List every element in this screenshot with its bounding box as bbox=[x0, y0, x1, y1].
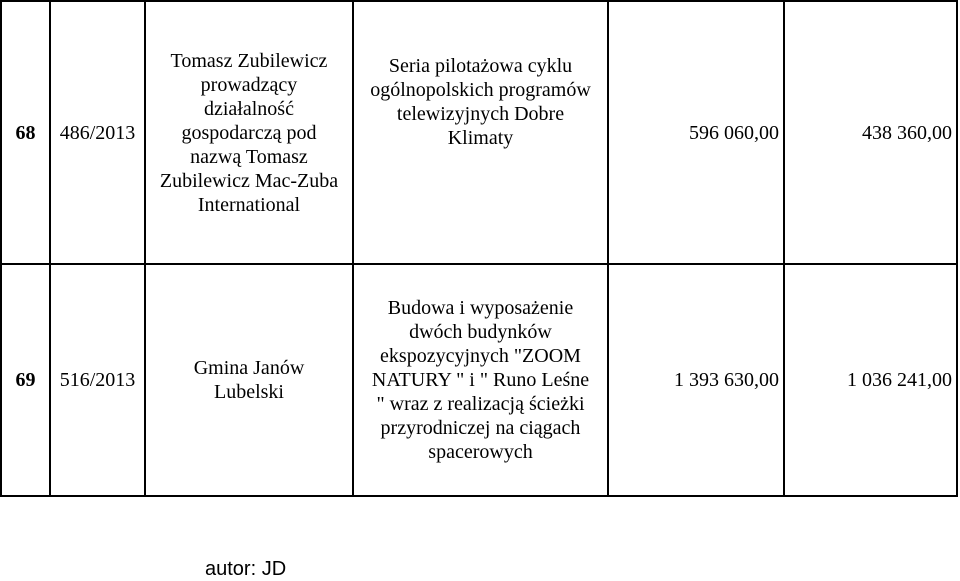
task-line: NATURY " i " Runo Leśne bbox=[371, 369, 590, 391]
applicant-line: International bbox=[197, 193, 301, 216]
task-text bbox=[372, 296, 589, 464]
applicant-line: działalność bbox=[204, 97, 294, 120]
applicant-text bbox=[160, 49, 338, 217]
applicant-line: Zubilewicz Mac-Zuba bbox=[159, 169, 339, 192]
row-number: 69 bbox=[15, 369, 36, 391]
table-row-grant bbox=[785, 2, 956, 263]
applicant-line: Gmina Janów bbox=[193, 357, 305, 379]
applicant-text bbox=[194, 356, 305, 404]
table-row-application-number bbox=[51, 265, 144, 495]
application-number: 486/2013 bbox=[59, 121, 136, 144]
row-number: 68 bbox=[15, 121, 36, 144]
applicant-line: gospodarczą pod bbox=[181, 121, 317, 144]
task-line: przyrodniczej na ciągach bbox=[380, 417, 581, 439]
application-number: 516/2013 bbox=[59, 369, 136, 391]
total-cost-value: 596 060,00 bbox=[689, 121, 779, 144]
table-row-lp bbox=[2, 265, 49, 495]
task-line: ekspozycyjnych "ZOOM bbox=[380, 345, 581, 367]
table-row-total-cost bbox=[609, 265, 783, 495]
task-line: Budowa i wyposażenie bbox=[387, 297, 574, 319]
table-row-applicant bbox=[146, 2, 352, 263]
table-row-task bbox=[354, 265, 607, 495]
task-text bbox=[370, 54, 591, 150]
total-cost-value: 1 393 630,00 bbox=[674, 369, 779, 391]
task-line: Klimaty bbox=[447, 127, 514, 149]
task-line: " wraz z realizacją ścieżki bbox=[376, 393, 585, 415]
table-row-lp bbox=[2, 2, 49, 263]
table-row-total-cost bbox=[609, 2, 783, 263]
grant-value: 438 360,00 bbox=[862, 121, 952, 144]
table-row-grant bbox=[785, 265, 956, 495]
task-line: spacerowych bbox=[428, 441, 533, 463]
applicant-line: prowadzący bbox=[200, 73, 298, 96]
task-line: Seria pilotażowa cyklu bbox=[388, 55, 573, 77]
grant-value: 1 036 241,00 bbox=[847, 369, 952, 391]
table-row-task bbox=[354, 2, 607, 202]
table-border-right bbox=[956, 0, 958, 497]
table-row-application-number bbox=[51, 2, 144, 263]
task-line: ogólnopolskich programów bbox=[370, 79, 591, 101]
applicant-line: Lubelski bbox=[213, 381, 284, 403]
task-line: dwóch budynków bbox=[409, 321, 552, 343]
author-footer: autor: JD bbox=[205, 558, 287, 580]
table-row-applicant bbox=[146, 265, 352, 495]
applicant-line: Tomasz Zubilewicz bbox=[170, 49, 328, 72]
applicant-line: nazwą Tomasz bbox=[190, 145, 308, 168]
task-line: telewizyjnych Dobre bbox=[396, 103, 565, 125]
